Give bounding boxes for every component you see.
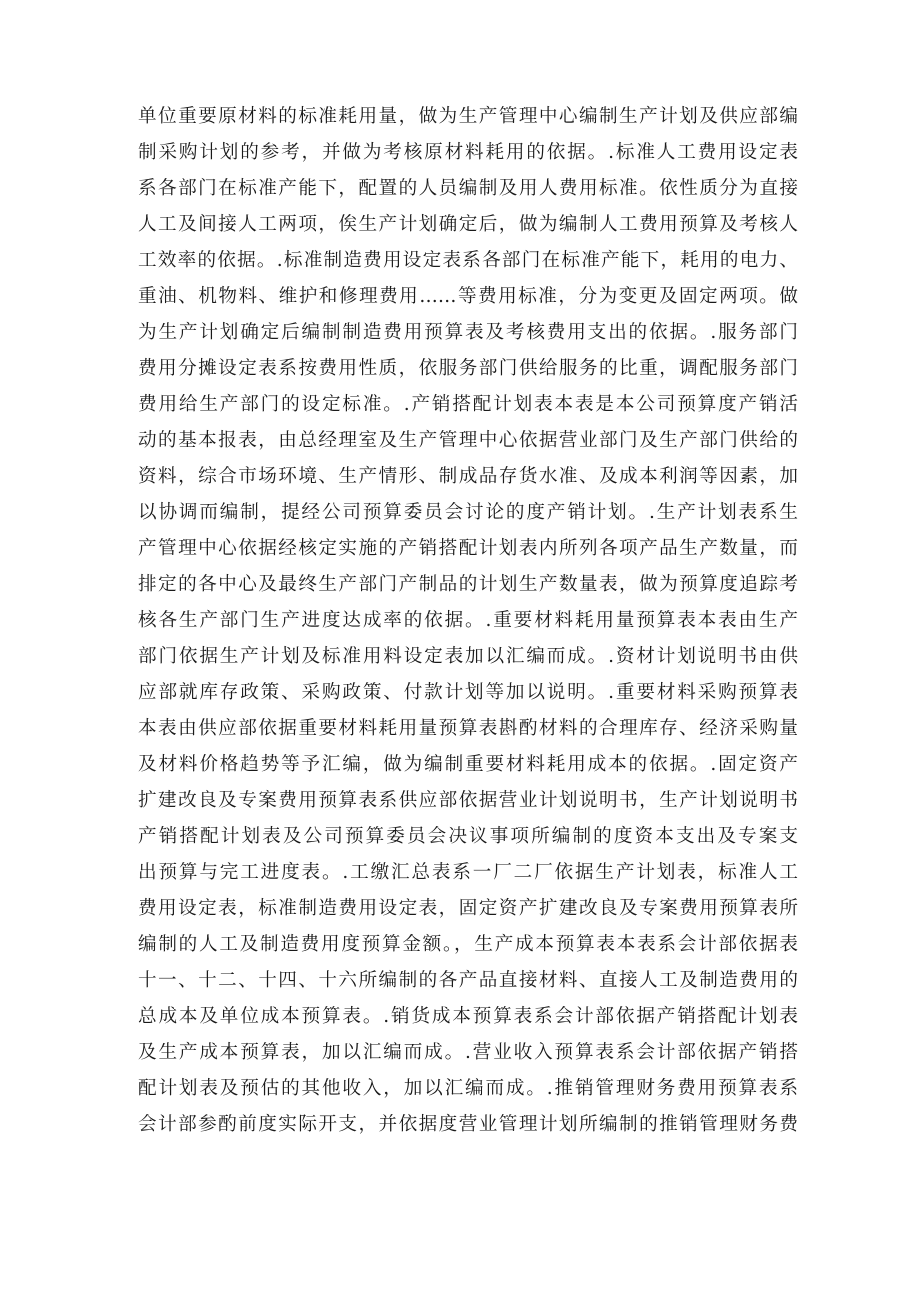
text-line: 排定的各中心及最终生产部门产制品的计划生产数量表，做为预算度追踪考 bbox=[138, 574, 798, 595]
text-line: 部门依据生产计划及标准用料设定表加以汇编而成。.资材计划说明书由供 bbox=[138, 646, 798, 667]
text-line: 资料，综合市场环境、生产情形、制成品存货水准、及成本利润等因素，加 bbox=[138, 466, 798, 487]
text-line: 产销搭配计划表及公司预算委员会决议事项所编制的度资本支出及专案支 bbox=[138, 826, 798, 847]
text-line: 及材料价格趋势等予汇编，做为编制重要材料耗用成本的依据。.固定资产 bbox=[138, 754, 798, 775]
text-line: 人工及间接人工两项，俟生产计划确定后，做为编制人工费用预算及考核人 bbox=[138, 214, 798, 235]
text-line: 制采购计划的参考，并做为考核原材料耗用的依据。.标准人工费用设定表 bbox=[138, 142, 798, 163]
text-line: 费用给生产部门的设定标准。.产销搭配计划表本表是本公司预算度产销活 bbox=[138, 394, 798, 415]
text-line: 产管理中心依据经核定实施的产销搭配计划表内所列各项产品生产数量，而 bbox=[138, 538, 798, 559]
text-line: 编制的人工及制造费用度预算金额。，生产成本预算表本表系会计部依据表 bbox=[138, 934, 798, 955]
text-line: 费用设定表，标准制造费用设定表，固定资产扩建改良及专案费用预算表所 bbox=[138, 898, 798, 919]
text-line: 应部就库存政策、采购政策、付款计划等加以说明。.重要材料采购预算表 bbox=[138, 682, 798, 703]
text-line: 为生产计划确定后编制制造费用预算表及考核费用支出的依据。.服务部门 bbox=[138, 322, 798, 343]
text-line: 费用分摊设定表系按费用性质，依服务部门供给服务的比重，调配服务部门 bbox=[138, 358, 798, 379]
text-line: 核各生产部门生产进度达成率的依据。.重要材料耗用量预算表本表由生产 bbox=[138, 610, 798, 631]
text-line: 单位重要原材料的标准耗用量，做为生产管理中心编制生产计划及供应部编 bbox=[138, 106, 798, 127]
text-line: 会计部参酌前度实际开支，并依据度营业管理计划所编制的推销管理财务费 bbox=[138, 1114, 798, 1135]
text-line: 配计划表及预估的其他收入，加以汇编而成。.推销管理财务费用预算表系 bbox=[138, 1078, 798, 1099]
body-text bbox=[138, 99, 798, 1143]
text-line: 系各部门在标准产能下，配置的人员编制及用人费用标准。依性质分为直接 bbox=[138, 178, 798, 199]
text-line: 工效率的依据。.标准制造费用设定表系各部门在标准产能下，耗用的电力、 bbox=[138, 250, 798, 271]
text-line: 本表由供应部依据重要材料耗用量预算表斟酌材料的合理库存、经济采购量 bbox=[138, 718, 798, 739]
text-line: 动的基本报表，由总经理室及生产管理中心依据营业部门及生产部门供给的 bbox=[138, 430, 798, 451]
text-line: 总成本及单位成本预算表。.销货成本预算表系会计部依据产销搭配计划表 bbox=[138, 1006, 798, 1027]
text-line: 十一、十二、十四、十六所编制的各产品直接材料、直接人工及制造费用的 bbox=[138, 970, 798, 991]
text-line: 扩建改良及专案费用预算表系供应部依据营业计划说明书，生产计划说明书 bbox=[138, 790, 798, 811]
text-line: 以协调而编制，提经公司预算委员会讨论的度产销计划。.生产计划表系生 bbox=[138, 502, 798, 523]
text-line: 及生产成本预算表，加以汇编而成。.营业收入预算表系会计部依据产销搭 bbox=[138, 1042, 798, 1063]
text-line: 出预算与完工进度表。.工缴汇总表系一厂二厂依据生产计划表，标准人工 bbox=[138, 862, 798, 883]
text-line: 重油、机物料、维护和修理费用……等费用标准，分为变更及固定两项。做 bbox=[138, 286, 798, 307]
